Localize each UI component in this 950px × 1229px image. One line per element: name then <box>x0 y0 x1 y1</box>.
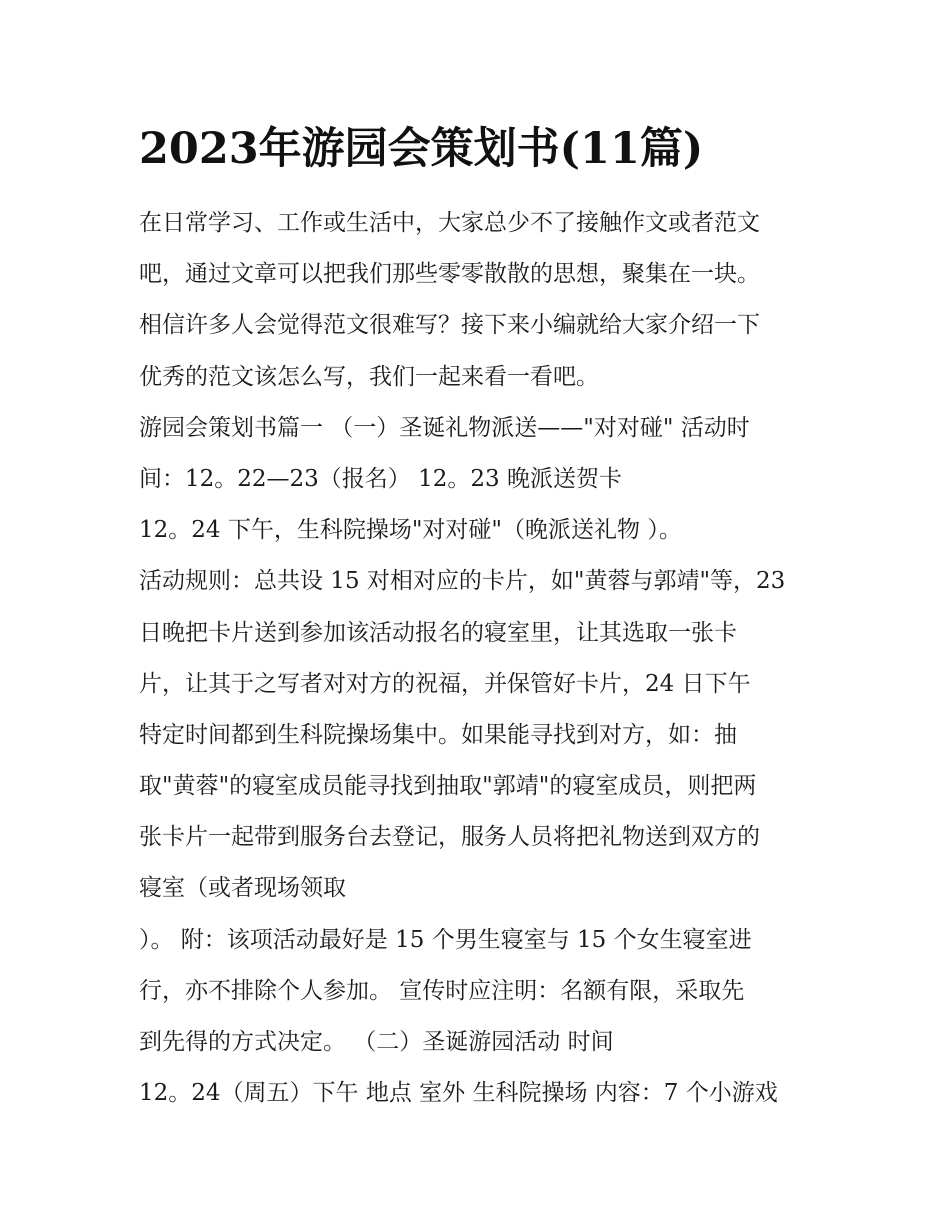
body-line: 日晚把卡片送到参加该活动报名的寝室里，让其选取一张卡 <box>139 619 737 646</box>
document-title: 2023年游园会策划书(11篇) <box>139 124 704 174</box>
body-line: 到先得的方式决定。 （二）圣诞游园活动 时间 <box>139 1029 614 1055</box>
body-line: 活动规则：总共设 15 对相对应的卡片，如"黄蓉与郭靖"等，23 <box>139 568 786 595</box>
body-line: ）。 附：该项活动最好是 15 个男生寝室与 15 个女生寝室进 <box>139 926 752 953</box>
body-line: 在日常学习、工作或生活中，大家总少不了接触作文或者范文 <box>139 210 760 236</box>
body-line: 12。24 下午，生科院操场"对对碰"（晚派送礼物 ）。 <box>139 517 682 544</box>
body-line: 吧，通过文章可以把我们那些零零散散的思想，聚集在一块。 <box>139 261 760 288</box>
body-line: 优秀的范文该怎么写，我们一起来看一看吧。 <box>139 363 599 390</box>
body-line: 相信许多人会觉得范文很难写？接下来小编就给大家介绍一下 <box>139 312 760 339</box>
body-line: 间：12。22—23（报名） 12。23 晚派送贺卡 <box>139 465 622 492</box>
body-line: 寝室（或者现场领取 <box>139 875 346 902</box>
document-body <box>139 198 829 1119</box>
body-line: 张卡片一起带到服务台去登记，服务人员将把礼物送到双方的 <box>139 824 760 851</box>
body-line: 取"黄蓉"的寝室成员能寻找到抽取"郭靖"的寝室成员，则把两 <box>139 773 757 800</box>
body-line: 特定时间都到生科院操场集中。如果能寻找到对方，如：抽 <box>139 721 737 748</box>
body-line: 行，亦不排除个人参加。 宣传时应注明：名额有限，采取先 <box>139 977 745 1004</box>
body-line: 游园会策划书篇一 （一）圣诞礼物派送——"对对碰" 活动时 <box>139 414 750 441</box>
body-line: 片，让其于之写者对对方的祝福，并保管好卡片，24 日下午 <box>139 670 751 697</box>
body-line: 12。24（周五）下午 地点 室外 生科院操场 内容：7 个小游戏 <box>139 1080 778 1107</box>
